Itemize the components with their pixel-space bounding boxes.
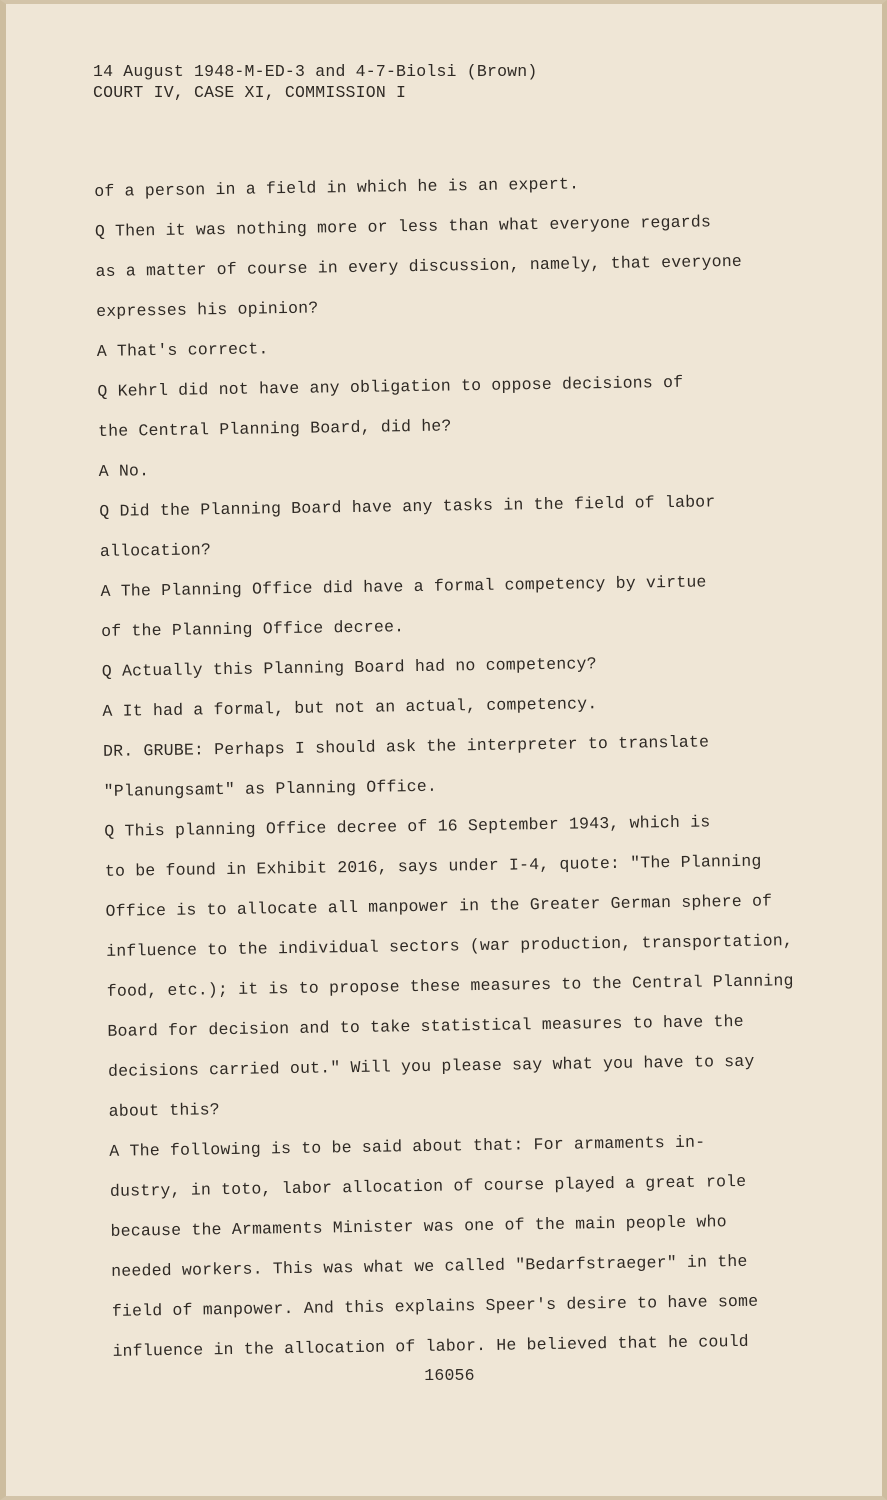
body-line: allocation? [99, 540, 212, 561]
body-line: as a matter of course in every discussion, namely, that everyone [95, 251, 743, 281]
body-line: A The Planning Office did have a formal competency by virtue [100, 572, 707, 601]
transcript-body [94, 163, 794, 1361]
body-line: food, etc.); it is to propose these measures to the Central Planning [106, 971, 794, 1001]
body-line: of a person in a field in which he is an expert. [94, 174, 580, 201]
body-line: of the Planning Office decree. [101, 617, 405, 641]
page-number: 16056 [424, 1366, 475, 1385]
body-line: because the Armaments Minister was one of the main people who [110, 1212, 727, 1241]
body-line: the Central Planning Board, did he? [97, 416, 452, 441]
body-line: A That's correct. [96, 339, 269, 361]
body-line: Board for decision and to take statistical measures to have the [107, 1011, 744, 1041]
body-line: A It had a formal, but not an actual, competency. [102, 694, 598, 721]
body-line: Q Did the Planning Board have any tasks in the field of labor [99, 492, 716, 521]
body-line: to be found in Exhibit 2016, says under I-4, quote: "The Planning [104, 851, 762, 881]
body-line: expresses his opinion? [96, 298, 319, 321]
body-line: dustry, in toto, labor allocation of course played a great role [109, 1171, 747, 1201]
body-line: A The following is to be said about that: For armaments in- [109, 1132, 706, 1161]
body-line: about this? [108, 1100, 220, 1121]
body-line: field of manpower. And this explains Speer's desire to have some [111, 1291, 759, 1321]
body-line: Q Then it was nothing more or less than what everyone regards [94, 212, 712, 241]
header-line-1: 14 August 1948-M-ED-3 and 4-7-Biolsi (Brown) [93, 62, 538, 81]
body-line: needed workers. This was what we called "Bedarfstraeger" in the [111, 1251, 748, 1281]
body-line: Q Actually this Planning Board had no competency? [101, 654, 597, 681]
body-line: decisions carried out." Will you please say what you have to say [107, 1051, 755, 1081]
body-line: A No. [98, 461, 150, 481]
body-line: influence to the individual sectors (war production, transportation, [106, 931, 794, 961]
body-line: influence in the allocation of labor. He believed that he could [112, 1331, 749, 1361]
header-line-2: COURT IV, CASE XI, COMMISSION I [93, 83, 407, 102]
body-line: "Planungsamt" as Planning Office. [103, 776, 438, 801]
body-line: Q This planning Office decree of 16 September 1943, which is [104, 812, 711, 841]
body-line: DR. GRUBE: Perhaps I should ask the interpreter to translate [102, 732, 710, 761]
body-line: Office is to allocate all manpower in the Greater German sphere of [105, 891, 773, 921]
body-line: Q Kehrl did not have any obligation to oppose decisions of [97, 372, 684, 401]
